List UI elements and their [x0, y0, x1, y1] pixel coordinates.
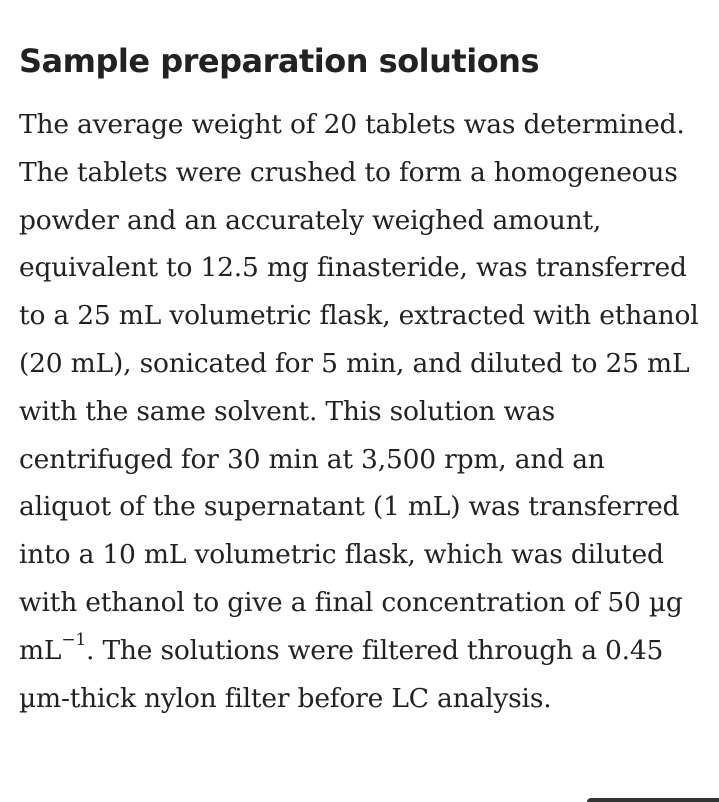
scroll-indicator [587, 798, 719, 802]
section-heading: Sample preparation solutions [19, 42, 539, 80]
section-paragraph [19, 101, 704, 722]
article-section [19, 0, 704, 722]
paragraph-text-main: The average weight of 20 tablets was determined. The tablets were crushed to form a homogeneous powder and an accurately weighed amount, equivalent to 12.5 mg finasteride, was transferred to a 25 mL volumetric flask, extracted with ethanol (20 mL), sonicated for 5 min, and diluted to 25 mL with the same solvent. This solution was centrifuged for 30 min at 3,500 rpm, and an aliquot of the supernatant (1 mL) was transferred into a 10 mL volumetric flask, which was diluted with ethanol to give a final concentration of 50 µg mL [19, 109, 699, 666]
unit-superscript: −1 [61, 629, 86, 650]
paragraph-text-end: . The solutions were filtered through a 0.45 µm-thick nylon filter before LC analysis. [19, 634, 664, 714]
